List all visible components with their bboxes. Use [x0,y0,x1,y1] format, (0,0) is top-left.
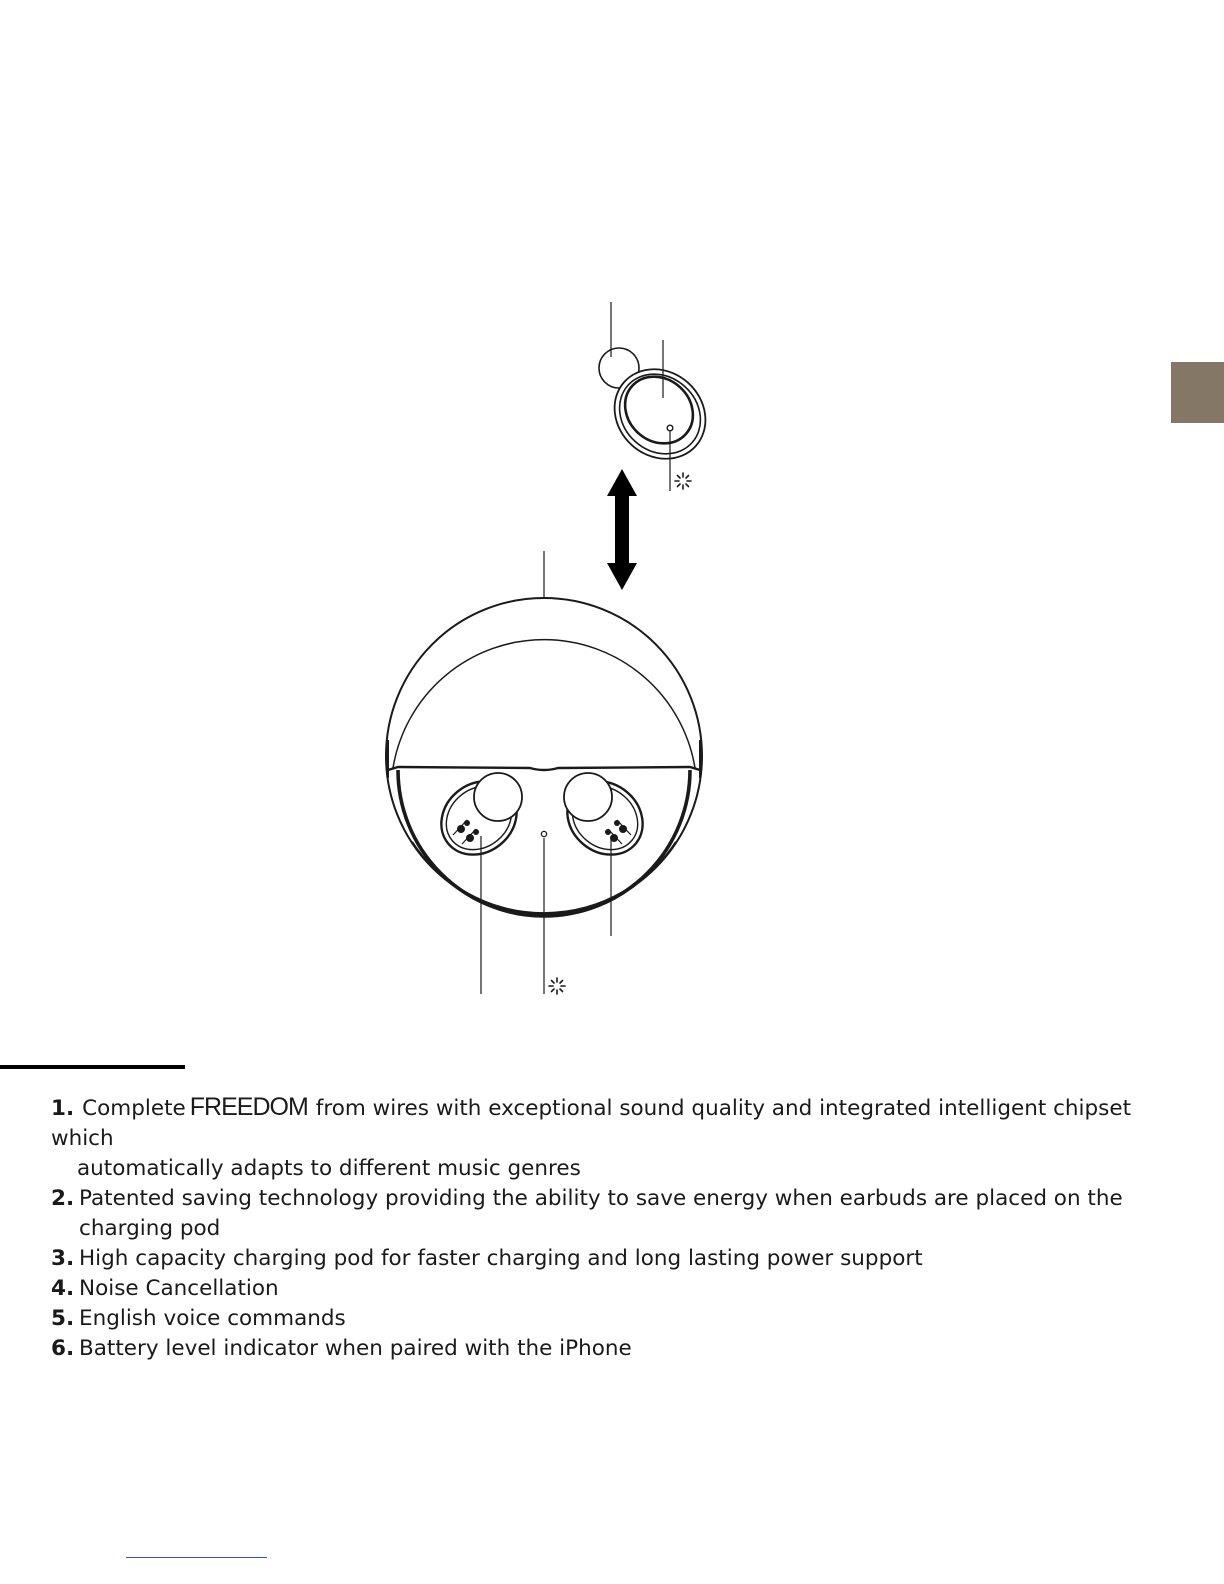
feature-number: 4. [51,1276,75,1301]
feature-text-post: from wires with exceptional sound quality and integrated intelligent chipset which [51,1096,1132,1151]
double-arrow-icon [607,469,637,590]
pod-right-earbud [553,766,658,870]
led-light-icon [675,473,691,489]
feature-list [51,1092,1151,1364]
feature-text: Patented saving technology providing the ability to save energy when earbuds are placed on the charging pod [79,1186,1123,1241]
feature-item-3 [51,1244,1151,1274]
feature-text: Noise Cancellation [79,1276,279,1301]
feature-text: Battery level indicator when paired with the iPhone [79,1336,632,1361]
pod-led [541,831,546,836]
feature-number: 5. [51,1306,75,1331]
charging-contacts [457,820,479,842]
feature-item-5 [51,1304,1151,1334]
feature-number: 6. [51,1336,75,1361]
feature-text-pre: Complete [82,1096,186,1121]
earbud-led [667,425,673,431]
feature-text: High capacity charging pod for faster charging and long lasting power support [79,1246,923,1271]
earbud [596,348,724,477]
feature-item-1 [51,1092,1151,1184]
feature-number: 3. [51,1246,75,1271]
section-tab [1171,362,1224,423]
feature-item-6 [51,1334,1151,1364]
pod-tray-edge [388,767,700,770]
charging-contacts [605,820,627,842]
brand-logo-text: FREEDOM [189,1093,308,1121]
footer-link[interactable] [126,1557,267,1558]
feature-item-2 [51,1184,1151,1244]
feature-number: 2. [51,1186,75,1211]
feature-text: English voice commands [79,1306,346,1331]
pod-lid [393,640,695,768]
pod-left-earbud [427,766,532,870]
section-divider [0,1065,185,1069]
feature-text-continued: automatically adapts to different music genres [77,1156,581,1181]
feature-number: 1. [51,1096,75,1121]
led-light-icon [549,978,565,994]
feature-item-4 [51,1274,1151,1304]
